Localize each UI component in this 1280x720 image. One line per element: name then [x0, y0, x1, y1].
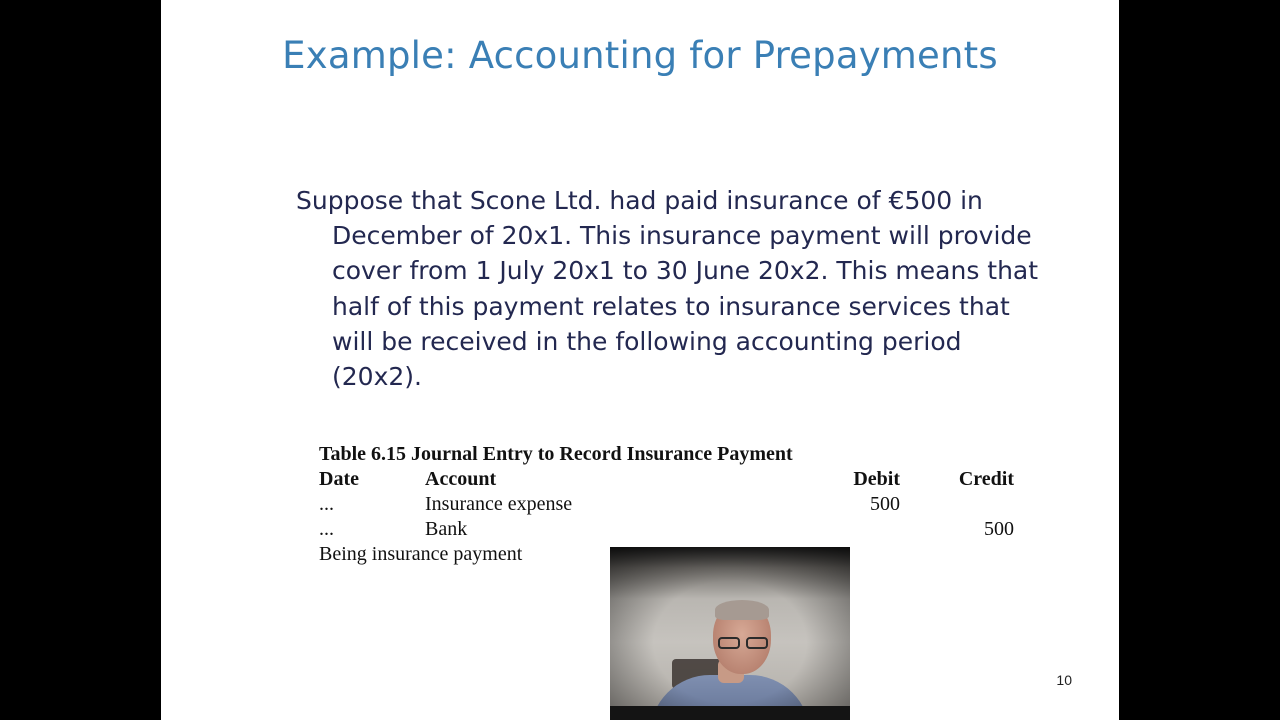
row-date: ...: [319, 518, 334, 540]
slide-title: Example: Accounting for Prepayments: [282, 34, 998, 77]
row-account: Insurance expense: [425, 493, 573, 515]
webcam-vignette: [610, 547, 850, 720]
table-note: Being insurance payment: [319, 543, 523, 565]
header-date: Date: [319, 468, 359, 490]
table-header-row: [319, 467, 1019, 492]
slide-body-text: Suppose that Scone Ltd. had paid insurance of €500 in December of 20x1. This insurance payment will provide cover from 1 July 20x1 to 30 June 20x2. This means that half of this payment relates to insurance services that will be received in the following accounting period (20x2).: [296, 186, 1039, 392]
table-row: [319, 517, 1019, 542]
slide-page-number: 10: [1056, 672, 1072, 688]
header-account: Account: [425, 468, 497, 490]
row-account: Bank: [425, 518, 468, 540]
presenter-webcam-overlay: [610, 547, 850, 720]
table-row: [319, 492, 1019, 517]
row-date: ...: [319, 493, 334, 515]
header-debit: Debit: [853, 468, 900, 490]
table-caption: Table 6.15 Journal Entry to Record Insurance Payment: [319, 443, 793, 465]
header-credit: Credit: [958, 468, 1014, 490]
webcam-bottom-edge: [610, 706, 850, 720]
row-credit: 500: [984, 518, 1014, 540]
row-debit: 500: [870, 493, 900, 515]
